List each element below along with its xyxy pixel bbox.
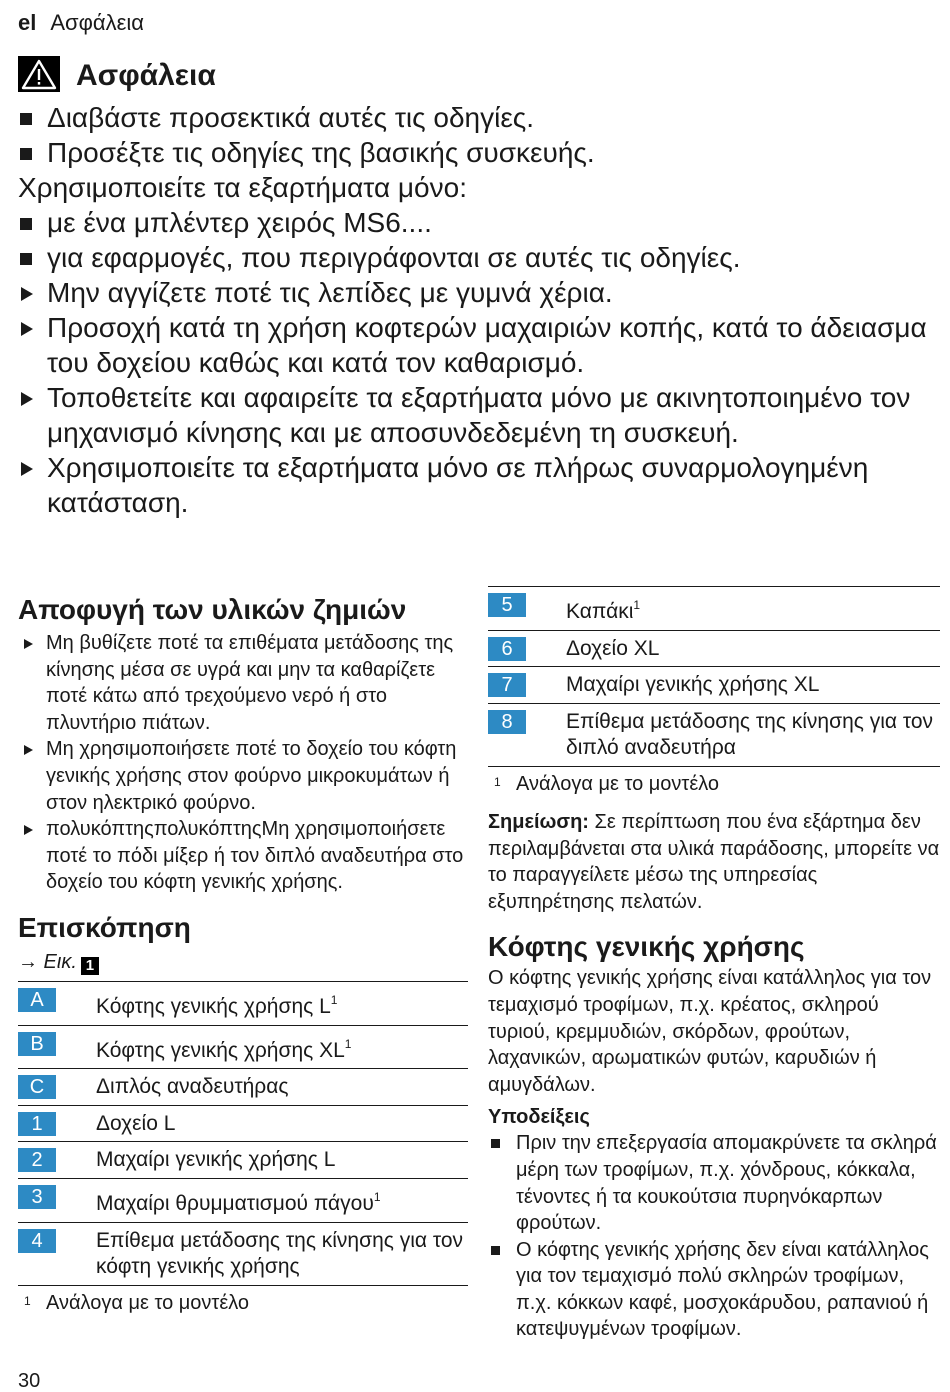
tip-item bbox=[488, 1237, 940, 1343]
damage-item-text: Μη βυθίζετε ποτέ τα επιθέματα μετάδοσης της κίνησης μέσα σε υγρά και μην τα καθαρίζετε ποτέ κάτω από τρεχούμενο νερό ή στο πλυντήριο πιάτων. bbox=[46, 632, 454, 734]
chopper-heading: Κόφτης γενικής χρήσης bbox=[488, 931, 805, 963]
parts-table-left bbox=[18, 981, 468, 1286]
part-row bbox=[488, 667, 940, 704]
damage-item-text: πολυκόπτηςπολυκόπτηςΜη χρησιμοποιήσετε ποτέ το πόδι μίξερ ή τον διπλό αναδευτήρα στο δοχείο του κόφτη γενικής χρήσης. bbox=[46, 818, 464, 894]
tip-item bbox=[488, 1130, 940, 1236]
footnote-marker: 1 bbox=[633, 598, 641, 612]
part-key-badge: 4 bbox=[18, 1229, 56, 1253]
damage-item-text: Μη χρησιμοποιήσετε ποτέ το δοχείο του κόφτη γενικής χρήσης στον φούρνο μικροκυμάτων ή στον ηλεκτρικό φούρνο. bbox=[46, 738, 457, 814]
parts-table-right bbox=[488, 586, 940, 767]
footnote-marker: 1 bbox=[344, 1036, 352, 1051]
part-label: Επίθεμα μετάδοσης της κίνησης για τον κόφτη γενικής χρήσης bbox=[96, 1228, 464, 1279]
part-row bbox=[18, 1142, 468, 1179]
safety-item bbox=[18, 450, 938, 520]
safety-item bbox=[18, 100, 938, 135]
figure-reference bbox=[18, 950, 468, 975]
right-column bbox=[488, 586, 940, 1343]
safety-item bbox=[18, 205, 938, 240]
damage-item bbox=[18, 816, 468, 896]
chopper-intro: Ο κόφτης γενικής χρήσης είναι κατάλληλος για τον τεμαχισμό τροφίμων, π.χ. κρέατος, σκληρού τυριού, κρεμμυδιών, σκόρδων, φρούτων, λαχανικών, αρωματικών φυτών, καρυδιών ή αμυγδάλων. bbox=[488, 967, 932, 1096]
safety-item bbox=[18, 275, 938, 310]
part-key-badge: 7 bbox=[488, 673, 526, 697]
safety-item bbox=[18, 380, 938, 450]
part-key-badge: B bbox=[18, 1032, 56, 1056]
part-label: Κόφτης γενικής χρήσης XL bbox=[96, 1038, 345, 1062]
part-key-badge: A bbox=[18, 988, 56, 1012]
part-key-badge: 1 bbox=[18, 1112, 56, 1136]
tips-heading: Υποδείξεις bbox=[488, 1106, 590, 1129]
damage-heading: Αποφυγή των υλικών ζημιών bbox=[18, 594, 407, 625]
part-key-badge: 8 bbox=[488, 710, 526, 734]
warning-triangle-icon bbox=[18, 56, 60, 92]
safety-item-text: Χρησιμοποιείτε τα εξαρτήματα μόνο: bbox=[18, 172, 467, 203]
safety-list bbox=[18, 100, 938, 520]
part-key-badge: 6 bbox=[488, 637, 526, 661]
overview-heading: Επισκόπηση bbox=[18, 911, 191, 943]
footnote-left bbox=[18, 1290, 468, 1316]
part-row bbox=[18, 1105, 468, 1142]
safety-item-text: Μην αγγίζετε ποτέ τις λεπίδες με γυμνά χέρια. bbox=[47, 277, 613, 308]
part-key-badge: 3 bbox=[18, 1185, 56, 1209]
header-section: Ασφάλεια bbox=[50, 10, 145, 35]
footnote-marker: 1 bbox=[373, 1189, 381, 1204]
part-row bbox=[488, 630, 940, 667]
part-label: Μαχαίρι θρυμματισμού πάγου bbox=[96, 1191, 374, 1215]
language-code: el bbox=[18, 10, 37, 35]
part-label: Μαχαίρι γενικής χρήσης XL bbox=[566, 673, 820, 697]
damage-item bbox=[18, 630, 468, 736]
part-row bbox=[18, 981, 468, 1025]
part-row bbox=[488, 587, 940, 631]
safety-item-text: Τοποθετείτε και αφαιρείτε τα εξαρτήματα μόνο με ακινητοποιημένο τον μηχανισμό κίνησης και με αποσυνδεδεμένη τη συσκευή. bbox=[47, 382, 911, 448]
damage-item bbox=[18, 736, 468, 816]
tip-item-text: Ο κόφτης γενικής χρήσης δεν είναι κατάλληλος για τον τεμαχισμό πολύ σκληρών τροφίμων, π.χ. κόκκων καφέ, μοσχοκάρυδου, ραπανιού ή κατεψυγμένων τροφίμων. bbox=[516, 1238, 929, 1341]
safety-title: Ασφάλεια bbox=[76, 59, 216, 92]
footnote-marker: 1 bbox=[330, 992, 338, 1007]
damage-list bbox=[18, 630, 468, 896]
note-paragraph bbox=[488, 809, 940, 915]
part-key-badge: C bbox=[18, 1075, 56, 1099]
safety-item-text: Προσέξτε τις οδηγίες της βασικής συσκευής. bbox=[47, 137, 595, 168]
footnote-text: Ανάλογα με το μοντέλο bbox=[516, 772, 720, 795]
part-key-badge: 2 bbox=[18, 1148, 56, 1172]
left-column bbox=[18, 592, 468, 1316]
figure-reference-text: → Εικ. bbox=[18, 950, 77, 973]
footnote-marker: 1 bbox=[24, 1293, 31, 1308]
note-label: Σημείωση: bbox=[488, 810, 589, 833]
safety-item-text: με ένα μπλέντερ χειρός MS6.... bbox=[47, 207, 432, 238]
part-row bbox=[18, 1222, 468, 1285]
part-row bbox=[488, 703, 940, 766]
safety-item-text: Διαβάστε προσεκτικά αυτές τις οδηγίες. bbox=[47, 102, 535, 133]
part-label: Επίθεμα μετάδοσης της κίνησης για τον διπλό αναδευτήρα bbox=[566, 709, 934, 760]
part-row bbox=[18, 1069, 468, 1106]
footnote-text: Ανάλογα με το μοντέλο bbox=[46, 1291, 250, 1314]
running-header bbox=[18, 10, 144, 36]
part-label: Μαχαίρι γενικής χρήσης L bbox=[96, 1148, 336, 1172]
part-label: Διπλός αναδευτήρας bbox=[96, 1075, 289, 1099]
safety-item bbox=[18, 310, 938, 380]
footnote-marker: 1 bbox=[494, 774, 501, 789]
safety-item bbox=[18, 240, 938, 275]
part-label: Καπάκι bbox=[566, 600, 634, 623]
part-row bbox=[18, 1178, 468, 1222]
tips-list bbox=[488, 1130, 940, 1343]
safety-item-text: Προσοχή κατά τη χρήση κοφτερών μαχαιριών κοπής, κατά το άδειασμα του δοχείου καθώς και κατά τον καθαρισμό. bbox=[47, 312, 927, 378]
part-key-badge: 5 bbox=[488, 593, 526, 617]
safety-item bbox=[18, 170, 938, 205]
part-label: Κόφτης γενικής χρήσης L bbox=[96, 994, 331, 1018]
safety-item bbox=[18, 135, 938, 170]
part-label: Δοχείο XL bbox=[566, 636, 660, 660]
page-number: 30 bbox=[18, 1370, 41, 1392]
safety-item-text: για εφαρμογές, που περιγράφονται σε αυτές τις οδηγίες. bbox=[47, 242, 741, 273]
part-label: Δοχείο L bbox=[96, 1111, 176, 1135]
safety-item-text: Χρησιμοποιείτε τα εξαρτήματα μόνο σε πλήρως συναρμολογημένη κατάσταση. bbox=[47, 452, 869, 518]
note-text: Σε περίπτωση που ένα εξάρτημα δεν περιλαμβάνεται στα υλικά παράδοσης, μπορείτε να το παραγγείλετε μέσω της υπηρεσίας εξυπηρέτησης πελατών. bbox=[488, 810, 940, 913]
figure-number-badge: 1 bbox=[81, 957, 99, 975]
part-row bbox=[18, 1025, 468, 1069]
tip-item-text: Πριν την επεξεργασία απομακρύνετε τα σκληρά μέρη των τροφίμων, π.χ. χόνδρους, κόκκαλα, τένοντες ή τα κουκούτσια πυρηνόκαρπων φρούτων. bbox=[516, 1132, 937, 1235]
footnote-right bbox=[488, 771, 940, 797]
